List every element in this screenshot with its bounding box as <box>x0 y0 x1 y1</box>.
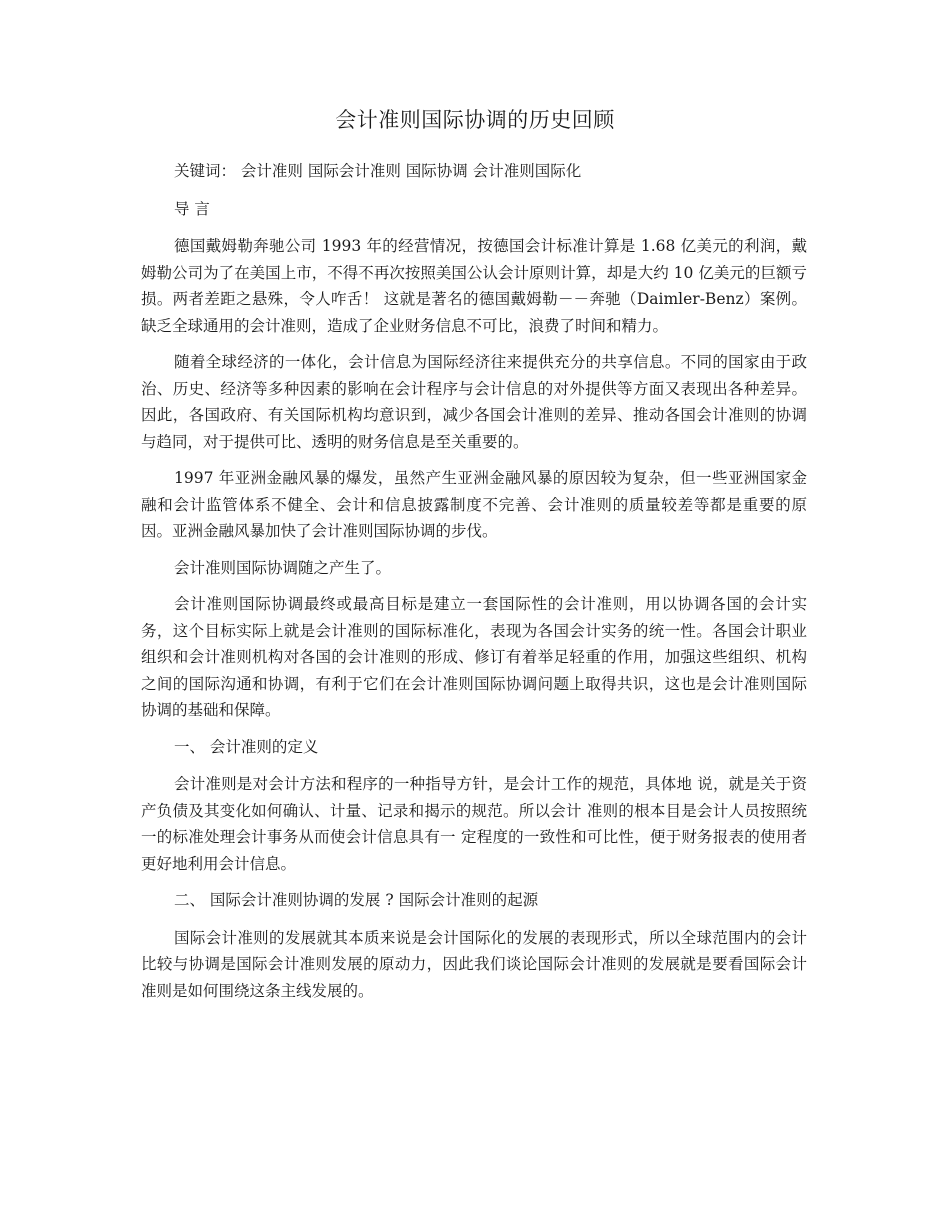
document-title: 会计准则国际协调的历史回顾 <box>335 108 615 132</box>
paragraph: 1997 年亚洲金融风暴的爆发，虽然产生亚洲金融风暴的原因较为复杂，但一些亚洲国家金融和会计监管体系不健全、会计和信息披露制度不完善、会计准则的质量较差等都是重要的原因。亚洲金融风暴加快了会计准则国际协调的步伐。 <box>141 469 807 540</box>
section-heading: 一、 会计准则的定义 <box>174 737 319 756</box>
section-heading: 二、 国际会计准则协调的发展 ? 国际会计准则的起源 <box>174 891 539 909</box>
intro-heading: 导 言 <box>174 199 210 218</box>
keywords-line: 关键词： 会计准则 国际会计准则 国际协调 会计准则国际化 <box>174 162 582 180</box>
paragraph: 随着全球经济的一体化，会计信息为国际经济往来提供充分的共享信息。不同的国家由于政治、历史、经济等多种因素的影响在会计程序与会计信息的对外提供等方面又表现出各种差异。因此，各国政府、有关国际机构均意识到，减少各国会计准则的差异、推动各国会计准则的协调与趋同，对于提供可比、透明的财务信息是至关重要的。 <box>141 353 807 451</box>
paragraph: 国际会计准则的发展就其本质来说是会计国际化的发展的表现形式，所以全球范围内的会计比较与协调是国际会计准则发展的原动力，因此我们谈论国际会计准则的发展就是要看国际会计准则是如何围绕这条主线发展的。 <box>141 928 807 1000</box>
document-body <box>141 158 807 1014</box>
paragraph: 会计准则国际协调最终或最高目标是建立一套国际性的会计准则，用以协调各国的会计实务，这个目标实际上就是会计准则的国际标准化，表现为各国会计实务的统一性。各国会计职业组织和会计准则机构对各国的会计准则的形成、修订有着举足轻重的作用，加强这些组织、机构之间的国际沟通和协调，有利于它们在会计准则国际协调问题上取得共识，这也是会计准则国际协调的基础和保障。 <box>141 595 807 719</box>
paragraph: 会计准则是对会计方法和程序的一种指导方针，是会计工作的规范，具体地 说，就是关于资产负债及其变化如何确认、计量、记录和揭示的规范。所以会计 准则的根本目是会计人员按照统一的标准处理会计事务从而使会计信息具有一 定程度的一致性和可比性，便于财务报表的使用者更好地利用会计信息。 <box>141 775 807 873</box>
paragraph: 会计准则国际协调随之产生了。 <box>174 558 392 577</box>
paragraph: 德国戴姆勒奔驰公司 1993 年的经营情况，按德国会计标准计算是 1.68 亿美元的利润，戴姆勒公司为了在美国上市，不得不再次按照美国公认会计原则计算，却是大约 10 亿美元的巨额亏损。两者差距之悬殊，令人咋舌！ 这就是著名的德国戴姆勒－－奔驰（Daimler-Benz）案例。缺乏全球通用的会计准则，造成了企业财务信息不可比，浪费了时间和精力。 <box>141 237 807 335</box>
